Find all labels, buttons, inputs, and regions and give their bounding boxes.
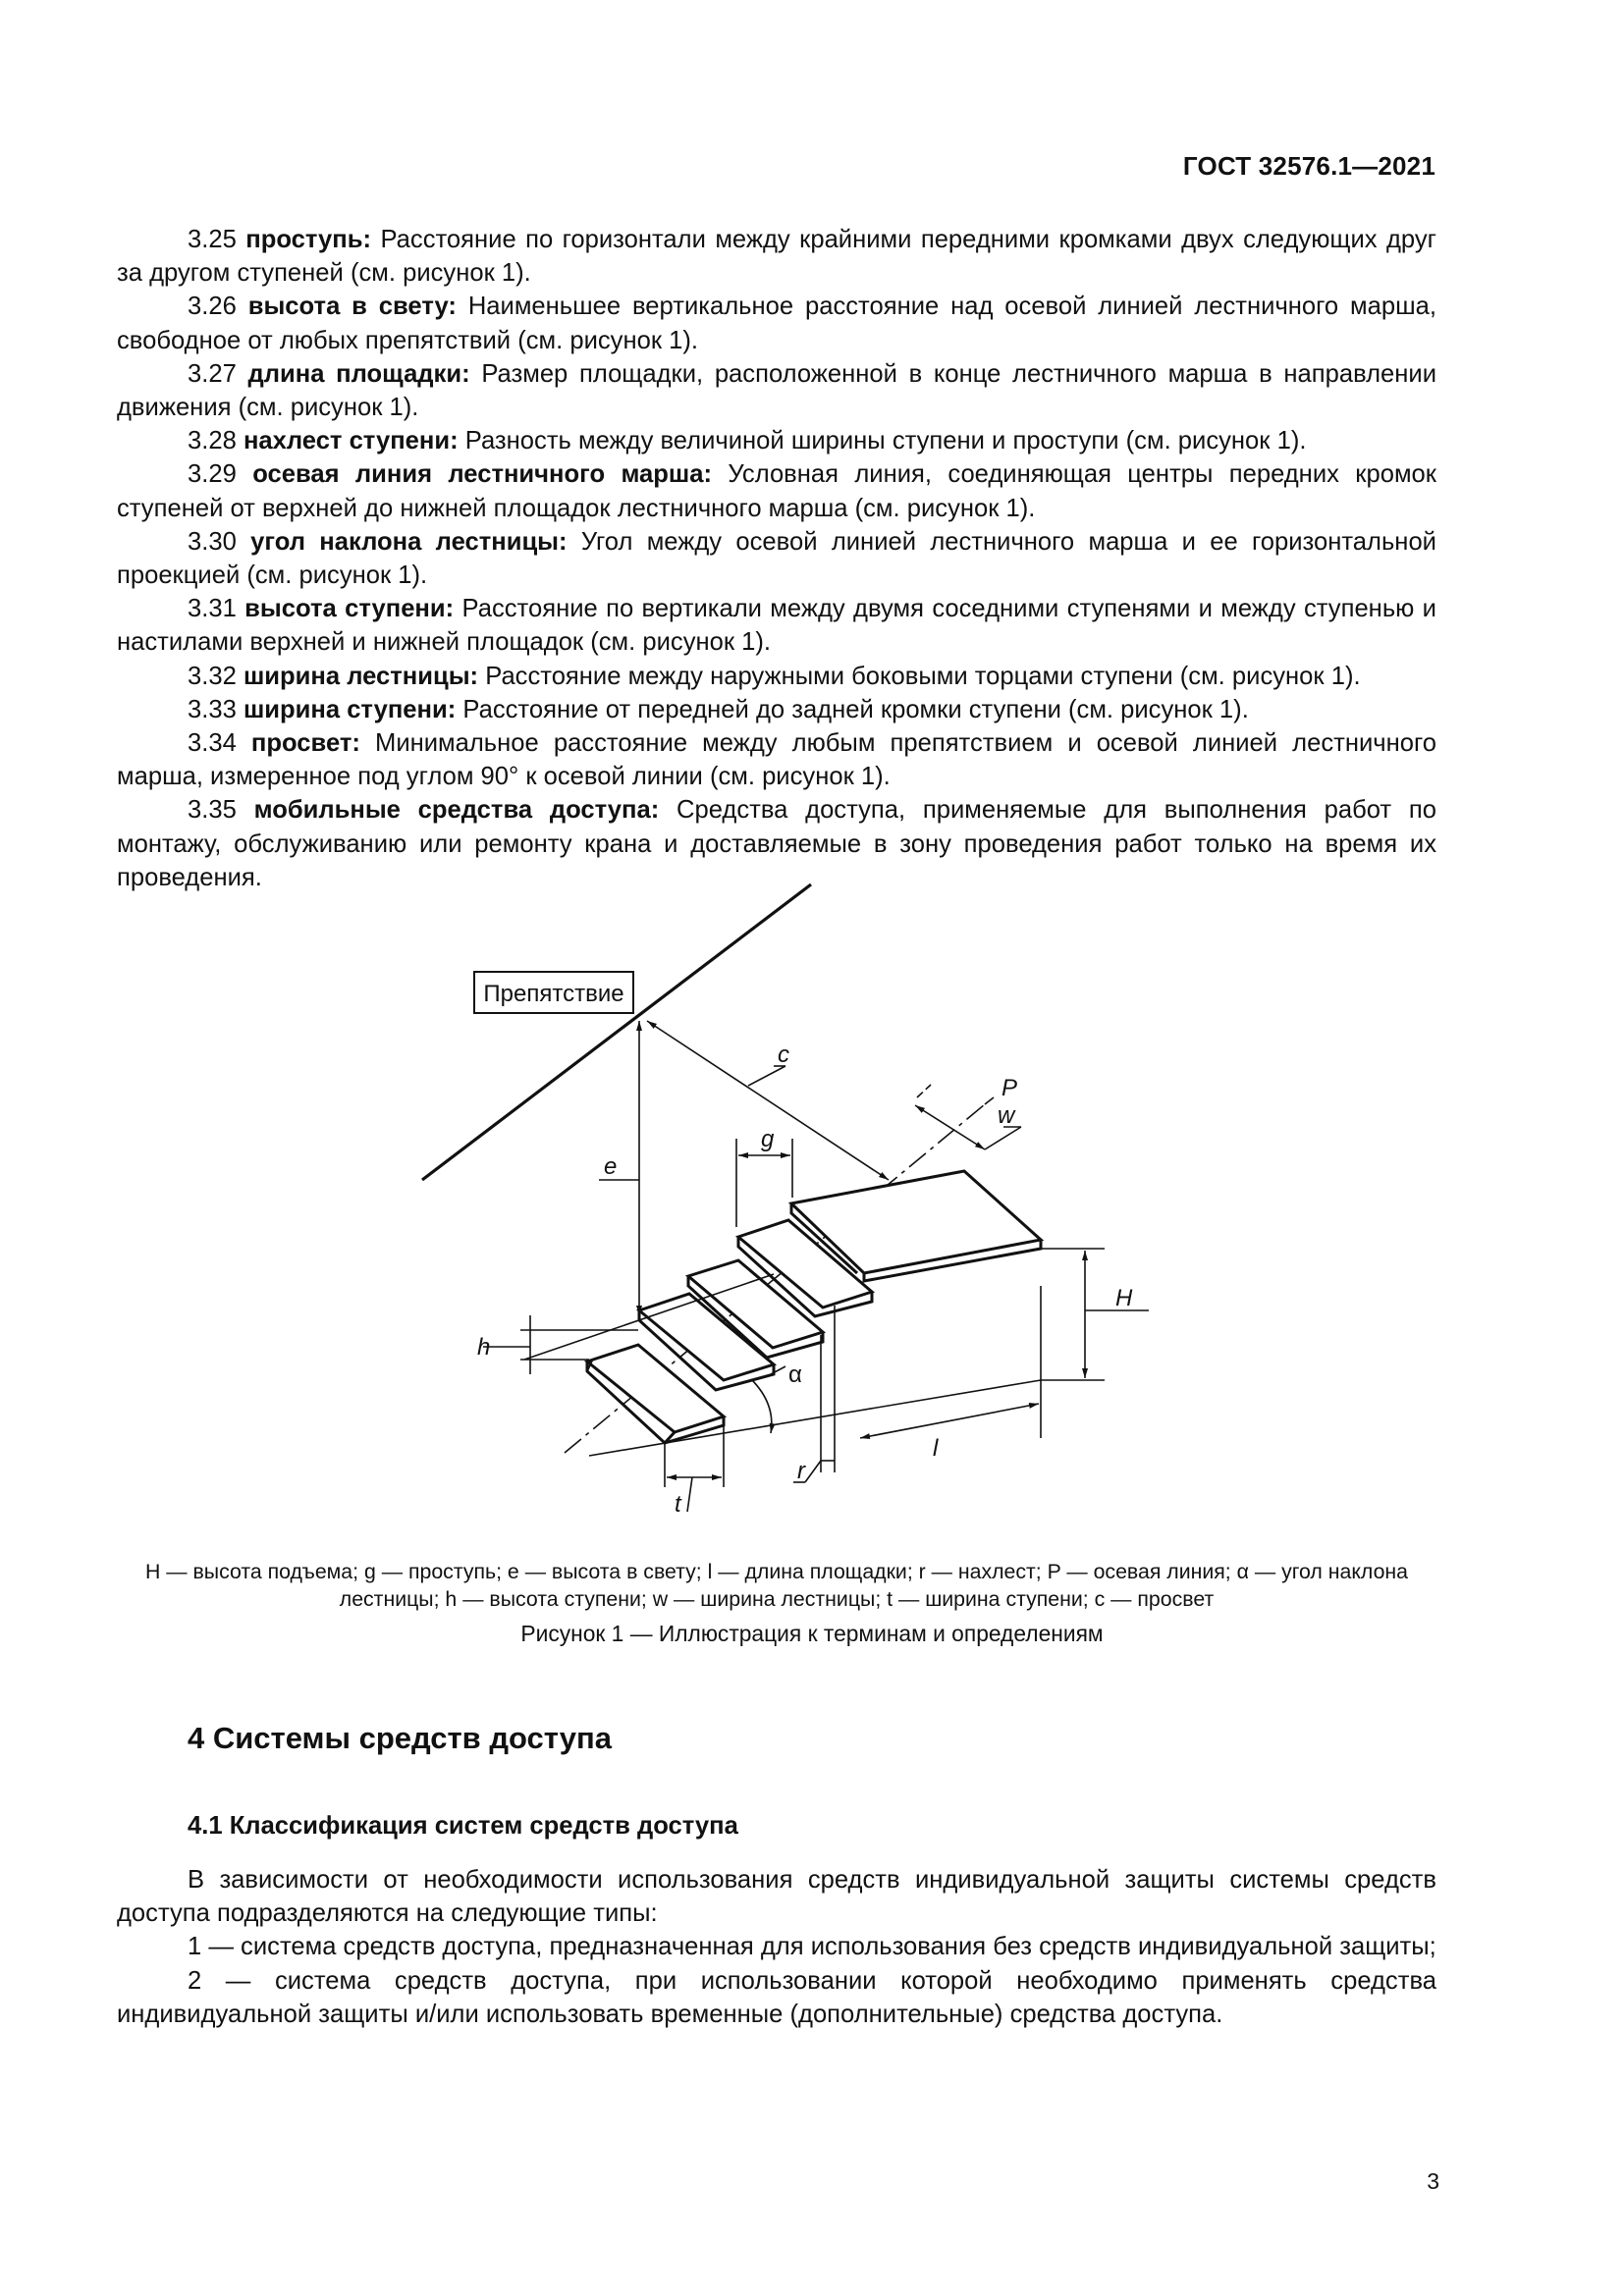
subsection-title: 4.1 Классификация систем средств доступа xyxy=(188,1812,738,1840)
definition-3-27 xyxy=(117,357,1436,424)
definition-number: 3.30 xyxy=(188,527,237,556)
definition-text: Расстояние между наружными боковыми торцами ступени (см. рисунок 1). xyxy=(485,662,1361,690)
section-paragraph: 2 — система средств доступа, при использовании которой необходимо применять средства индивидуальной защиты и/или использовать временные (дополнительные) средства доступа. xyxy=(117,1966,1436,2028)
label-r: r xyxy=(797,1458,805,1484)
definition-number: 3.35 xyxy=(188,796,237,825)
w-dimension-line xyxy=(915,1105,985,1149)
definition-term: мобильные средства доступа: xyxy=(253,796,660,825)
definition-term: нахлест ступени: xyxy=(243,427,459,455)
definition-number: 3.31 xyxy=(188,595,237,623)
w-leader xyxy=(985,1127,1021,1149)
definition-number: 3.32 xyxy=(188,662,237,690)
label-l: l xyxy=(933,1435,939,1462)
definition-number: 3.25 xyxy=(188,226,237,253)
definition-number: 3.28 xyxy=(188,427,237,455)
document-number: ГОСТ 32576.1—2021 xyxy=(1182,151,1435,181)
definition-term: угол наклона лестницы: xyxy=(250,527,568,556)
definition-term: ширина лестницы: xyxy=(243,662,479,690)
label-alpha: α xyxy=(788,1362,802,1388)
definition-text: Угол между осевой линией лестничного марша и ее горизонтальной проекцией (см. рисунок 1). xyxy=(117,527,1436,590)
p-leader xyxy=(985,1097,994,1104)
definition-3-26 xyxy=(117,290,1436,356)
definition-term: ширина ступени: xyxy=(243,695,457,723)
definition-text: Наименьшее вертикальное расстояние над осевой линией лестничного марша, свободное от любых препятствий (см. рисунок 1). xyxy=(117,293,1436,354)
definition-term: длина площадки: xyxy=(247,359,470,388)
obstacle-label: Препятствие xyxy=(483,981,624,1007)
definition-text: Расстояние по вертикали между двумя соседними ступенями и между ступенью и настилами верхней и нижней площадок (см. рисунок 1). xyxy=(117,595,1436,657)
label-h: h xyxy=(477,1334,491,1361)
definition-3-28 xyxy=(117,424,1436,457)
definition-text: Размер площадки, расположенной в конце лестничного марша в направлении движения (см. рисунок 1). xyxy=(117,359,1436,422)
r-leader xyxy=(805,1461,821,1482)
definition-term: высота в свету: xyxy=(247,293,457,321)
definition-text: Средства доступа, применяемые для выполнения работ по монтажу, обслуживанию или ремонту крана и доставляемые в зону проведения работ только на время их проведения. xyxy=(117,796,1437,891)
definition-text: Расстояние от передней до задней кромки ступени (см. рисунок 1). xyxy=(462,695,1249,723)
figure-1 xyxy=(0,864,1624,1551)
page-number: 3 xyxy=(1427,2168,1439,2194)
label-t: t xyxy=(675,1491,681,1518)
l-dimension-line xyxy=(860,1404,1039,1438)
definition-number: 3.27 xyxy=(188,359,237,388)
label-w: w xyxy=(998,1102,1015,1129)
definition-term: просвет: xyxy=(250,729,360,758)
definition-number: 3.26 xyxy=(188,293,237,321)
label-H: H xyxy=(1115,1285,1133,1311)
section-body xyxy=(117,1863,1436,2031)
definition-text: Минимальное расстояние между любым препятствием и осевой линией лестничного марша, измеренное под углом 90° к осевой линии (см. рисунок 1). xyxy=(117,729,1436,791)
definition-3-34 xyxy=(117,726,1436,793)
label-P: P xyxy=(1001,1075,1018,1101)
section-paragraph: В зависимости от необходимости использования средств индивидуальной защиты системы средств доступа подразделяются на следующие типы: xyxy=(117,1866,1436,1928)
definition-term: высота ступени: xyxy=(244,595,455,623)
label-e: e xyxy=(604,1153,618,1180)
stair-diagram xyxy=(0,864,1624,1551)
definition-number: 3.33 xyxy=(188,695,237,723)
definition-3-29 xyxy=(117,457,1436,524)
definition-term: осевая линия лестничного марша: xyxy=(252,460,712,489)
definition-3-30 xyxy=(117,525,1436,592)
definition-3-33 xyxy=(117,693,1436,726)
definition-text: Условная линия, соединяющая центры передних кромок ступеней от верхней до нижней площадок лестничного марша (см. рисунок 1). xyxy=(117,460,1436,522)
section-paragraph: 1 — система средств доступа, предназначенная для использования без средств индивидуальной защиты; xyxy=(188,1933,1436,1961)
label-g: g xyxy=(761,1126,775,1152)
figure-caption: Рисунок 1 — Иллюстрация к терминам и определениям xyxy=(520,1621,1104,1646)
definition-number: 3.34 xyxy=(188,729,237,758)
definition-3-25 xyxy=(117,223,1436,290)
c-leader xyxy=(748,1066,785,1086)
definition-text: Разность между величиной ширины ступени и проступи (см. рисунок 1). xyxy=(464,427,1307,455)
label-c: c xyxy=(778,1041,789,1068)
definition-number: 3.29 xyxy=(188,460,237,489)
definition-text: Расстояние по горизонтали между крайними передними кромками двух следующих друг за другом ступеней (см. рисунок 1). xyxy=(117,226,1436,288)
figure-legend: H — высота подъема; g — проступь; e — высота в свету; l — длина площадки; r — нахлест; P — осевая линия; α — угол наклона лестницы; h — высота ступени; w — ширина лестницы; t — ширина ступени; c — просвет xyxy=(144,1560,1409,1611)
definitions-block xyxy=(117,223,1436,894)
obstacle-line xyxy=(422,884,811,1180)
section-title: 4 Системы средств доступа xyxy=(188,1721,612,1755)
definition-3-31 xyxy=(117,592,1436,659)
definition-term: проступь: xyxy=(245,226,372,253)
definition-3-32 xyxy=(117,660,1436,693)
